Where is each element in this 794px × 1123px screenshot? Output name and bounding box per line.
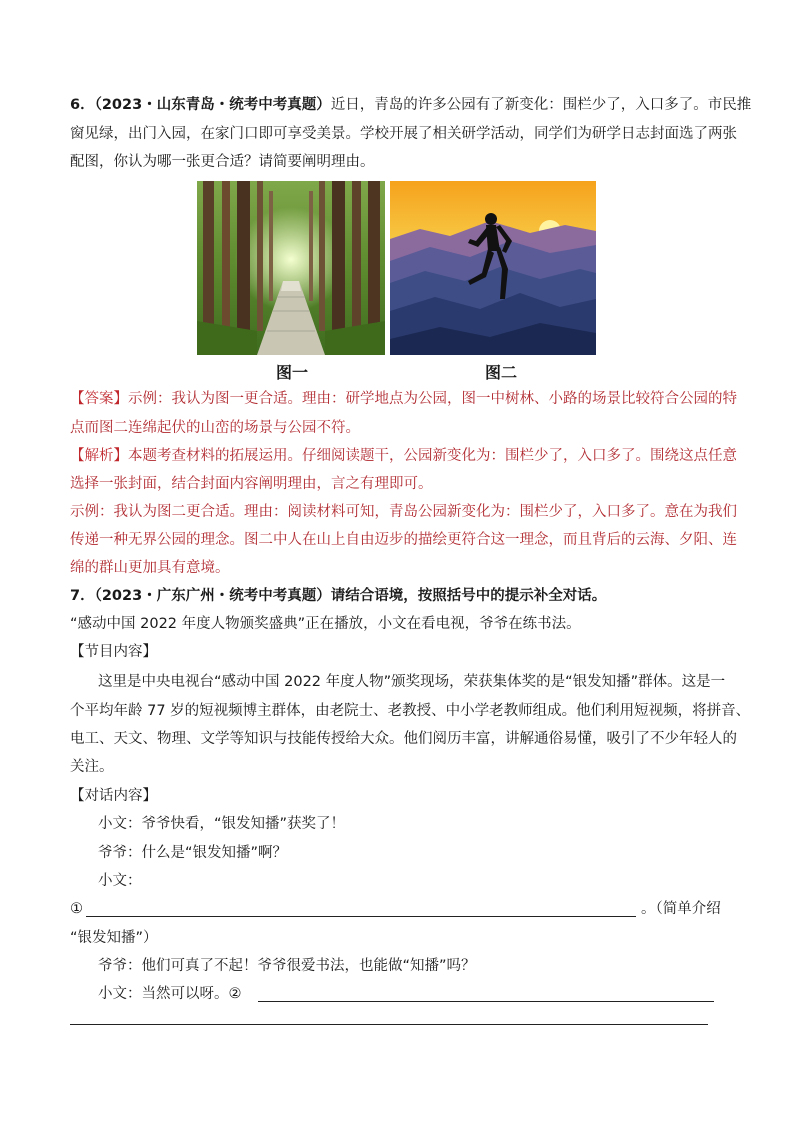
blank-1-marker: ①: [70, 901, 83, 917]
q6-text-3: 配图，你认为哪一张更合适？请简要阐明理由。: [70, 154, 375, 170]
program-text-2: 个平均年龄 77 岁的短视频博主群体，由老院士、老教授、中小学老教师组成。他们利用短视频，将拼音、: [70, 703, 751, 719]
q7-intro: “感动中国 2022 年度人物颁奖盛典”正在播放，小文在看电视，爷爷在练书法。: [70, 616, 581, 632]
runner-sunset-image: [390, 181, 596, 355]
q7-number: 7．: [70, 588, 95, 604]
dialogue-line-5: 小文：当然可以呀。②: [98, 986, 242, 1002]
analysis-text-5: 绵的群山更加具有意境。: [70, 560, 230, 576]
analysis-text-1: 本题考查材料的拓展运用。仔细阅读题干，公园新变化为：围栏少了，入口多了。围绕这点任意: [128, 448, 737, 464]
answer-blank-1[interactable]: [86, 916, 636, 917]
figure-2-caption: 图二: [485, 363, 518, 382]
answer-blank-2-continued[interactable]: [70, 1024, 708, 1025]
hint-1-continued: “银发知播”）: [70, 930, 158, 946]
analysis-line-1: [70, 446, 737, 466]
answer-line-1: [70, 389, 737, 409]
section-dialogue-content: 【对话内容】: [70, 788, 157, 804]
q6-text-2: 窗见绿，出门入园，在家门口即可享受美景。学校开展了相关研学活动，同学们为研学日志封面选了两张: [70, 126, 737, 142]
q6-line-1: [70, 95, 751, 115]
figure-1-caption: 图一: [276, 363, 309, 382]
hint-1: 。（简单介绍: [641, 901, 721, 917]
answer-text-1: 示例：我认为图一更合适。理由：研学地点为公园，图一中树林、小路的场景比较符合公园的特: [128, 391, 737, 407]
q7-source: （2023・广东广州・统考中考真题）: [94, 588, 331, 604]
analysis-text-4: 传递一种无界公园的理念。图二中人在山上自由迈步的描绘更符合这一理念，而且背后的云海、夕阳、连: [70, 532, 737, 548]
answer-text-2: 点而图二连绵起伏的山峦的场景与公园不符。: [70, 420, 360, 436]
answer-tag: 【答案】: [70, 391, 128, 407]
q6-source: （2023・山东青岛・统考中考真题）: [94, 97, 331, 113]
q6-number: 6．: [70, 97, 95, 113]
section-program-content: 【节目内容】: [70, 644, 157, 660]
program-text-4: 关注。: [70, 759, 114, 775]
dialogue-line-4: 爷爷：他们可真了不起！爷爷很爱书法，也能做“知播”吗？: [98, 958, 476, 974]
q7-line-1: [70, 586, 606, 606]
program-text-1: 这里是中央电视台“感动中国 2022 年度人物”颁奖现场，荣获集体奖的是“银发知播”群体。这是一: [98, 674, 726, 690]
dialogue-line-2: 爷爷：什么是“银发知播”啊？: [98, 845, 288, 861]
dialogue-line-3: 小文：: [98, 873, 142, 889]
answer-blank-2[interactable]: [258, 1001, 714, 1002]
analysis-text-3: 示例：我认为图二更合适。理由：阅读材料可知，青岛公园新变化为：围栏少了，入口多了。意在为我们: [70, 504, 737, 520]
analysis-tag: 【解析】: [70, 448, 128, 464]
forest-path-image: [197, 181, 385, 355]
q6-text-1: 近日，青岛的许多公园有了新变化：围栏少了，入口多了。市民推: [330, 97, 752, 113]
analysis-text-2: 选择一张封面，结合封面内容阐明理由，言之有理即可。: [70, 476, 433, 492]
q7-prompt: 请结合语境，按照括号中的提示补全对话。: [330, 588, 607, 604]
program-text-3: 电工、天文、物理、文学等知识与技能传授给大众。他们阅历丰富，讲解通俗易懂，吸引了不少年轻人的: [70, 731, 737, 747]
dialogue-line-1: 小文：爷爷快看，“银发知播”获奖了！: [98, 816, 346, 832]
